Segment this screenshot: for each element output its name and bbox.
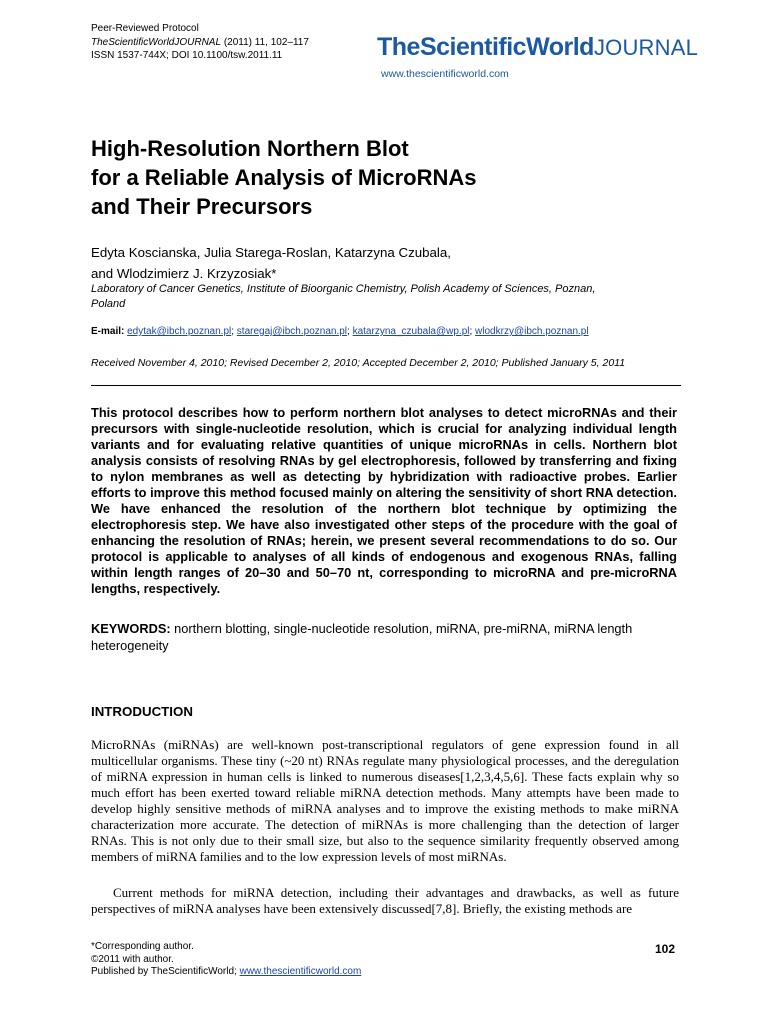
- email-link[interactable]: wlodkrzy@ibch.poznan.pl: [475, 326, 589, 337]
- keywords-label: KEYWORDS:: [91, 621, 171, 636]
- footnote-copyright: ©2011 with author.: [91, 954, 174, 965]
- footnote-publisher: [91, 966, 361, 978]
- affiliation: Laboratory of Cancer Genetics, Institute of Bioorganic Chemistry, Polish Academy of Sciences, Poznan, Poland: [91, 283, 596, 310]
- paper-title-line: for a Reliable Analysis of MicroRNAs: [91, 165, 477, 190]
- footnote-publisher-text: Published by TheScientificWorld;: [91, 966, 240, 977]
- author-list: [91, 242, 691, 284]
- header-journal-name: TheScientificWorldJOURNAL: [91, 37, 222, 48]
- journal-logo: [377, 33, 698, 62]
- header-divider: [91, 385, 681, 386]
- email-link[interactable]: katarzyna_czubala@wp.pl: [352, 326, 470, 337]
- intro-paragraph: Current methods for miRNA detection, including their advantages and drawbacks, as well as future perspectives of miRNA analyses have been extensively discussed[7,8]. Briefly, the existing methods are: [91, 885, 679, 916]
- footnote-corresponding-author: *Corresponding author.: [91, 941, 194, 952]
- paper-title: [91, 134, 671, 221]
- keywords-text: northern blotting, single-nucleotide resolution, miRNA, pre-miRNA, miRNA length heterogeneity: [91, 621, 633, 653]
- email-separator: ;: [469, 326, 476, 337]
- header-journal-citation: [91, 37, 309, 49]
- email-link[interactable]: edytak@ibch.poznan.pl: [127, 326, 232, 337]
- header-issn-doi: ISSN 1537-744X; DOI 10.1100/tsw.2011.11: [91, 50, 283, 61]
- header-journal-ref: (2011) 11, 102–117: [221, 37, 309, 48]
- author-line: and Wlodzimierz J. Krzyzosiak*: [91, 266, 277, 281]
- section-heading-introduction: INTRODUCTION: [91, 704, 193, 719]
- publisher-link[interactable]: www.thescientificworld.com: [239, 966, 362, 977]
- author-line: Edyta Koscianska, Julia Starega-Roslan, Katarzyna Czubala,: [91, 245, 451, 260]
- keywords: [91, 620, 681, 654]
- paper-title-line: and Their Precursors: [91, 194, 313, 219]
- email-separator: ;: [347, 326, 353, 337]
- email-separator: ;: [231, 326, 237, 337]
- email-label: E-mail:: [91, 326, 125, 337]
- header-protocol-type: Peer-Reviewed Protocol: [91, 23, 199, 34]
- abstract: This protocol describes how to perform northern blot analyses to detect microRNAs and their precursors with single-nucleotide resolution, which is crucial for analyzing individual length variants and for evaluating relative quantities of unique microRNAs in cells. Northern blot analysis consists of resolving RNAs by gel electrophoresis, followed by transferring and fixing to nylon membranes as well as detecting by hybridization with radioactive probes. Earlier efforts to improve this method focused mainly on altering the sensitivity of short RNA detection. We have enhanced the resolution of the northern blot technique by optimizing the electrophoresis step. We have also investigated other steps of the procedure with the goal of enhancing the resolution of RNAs; herein, we present several recommendations to do so. Our protocol is applicable to analyses of all kinds of endogenous and exogenous RNAs, falling within length ranges of 20–30 and 50–70 nt, corresponding to microRNA and pre-microRNA lengths, respectively.: [91, 405, 677, 596]
- intro-paragraph: MicroRNAs (miRNAs) are well-known post-transcriptional regulators of gene expression found in all multicellular organisms. These tiny (~20 nt) RNAs regulate many physiological processes, and the deregulation of miRNA expression in human cells is linked to numerous diseases[1,2,3,4,5,6]. These facts explain why so much effort has been exerted toward reliable miRNA detection methods. Many attempts have been made to develop highly sensitive methods of miRNA analyses and to improve the existing methods to make miRNA characterization more accurate. The detection of miRNAs is more challenging than the detection of larger RNAs. This is not only due to their small size, but also to the sequence similarity frequently observed among members of miRNA families and to the low expression levels of most miRNAs.: [91, 737, 679, 864]
- page-number: 102: [655, 942, 676, 956]
- journal-website: www.thescientificworld.com: [381, 68, 509, 80]
- email-list: [91, 326, 589, 337]
- journal-logo-name: TheScientificWorld: [377, 33, 594, 61]
- paper-title-line: High-Resolution Northern Blot: [91, 136, 409, 161]
- journal-logo-suffix: JOURNAL: [593, 35, 699, 60]
- publication-dates: Received November 4, 2010; Revised December 2, 2010; Accepted December 2, 2010; Published January 5, 2011: [91, 357, 626, 369]
- email-link[interactable]: staregaj@ibch.poznan.pl: [236, 326, 348, 337]
